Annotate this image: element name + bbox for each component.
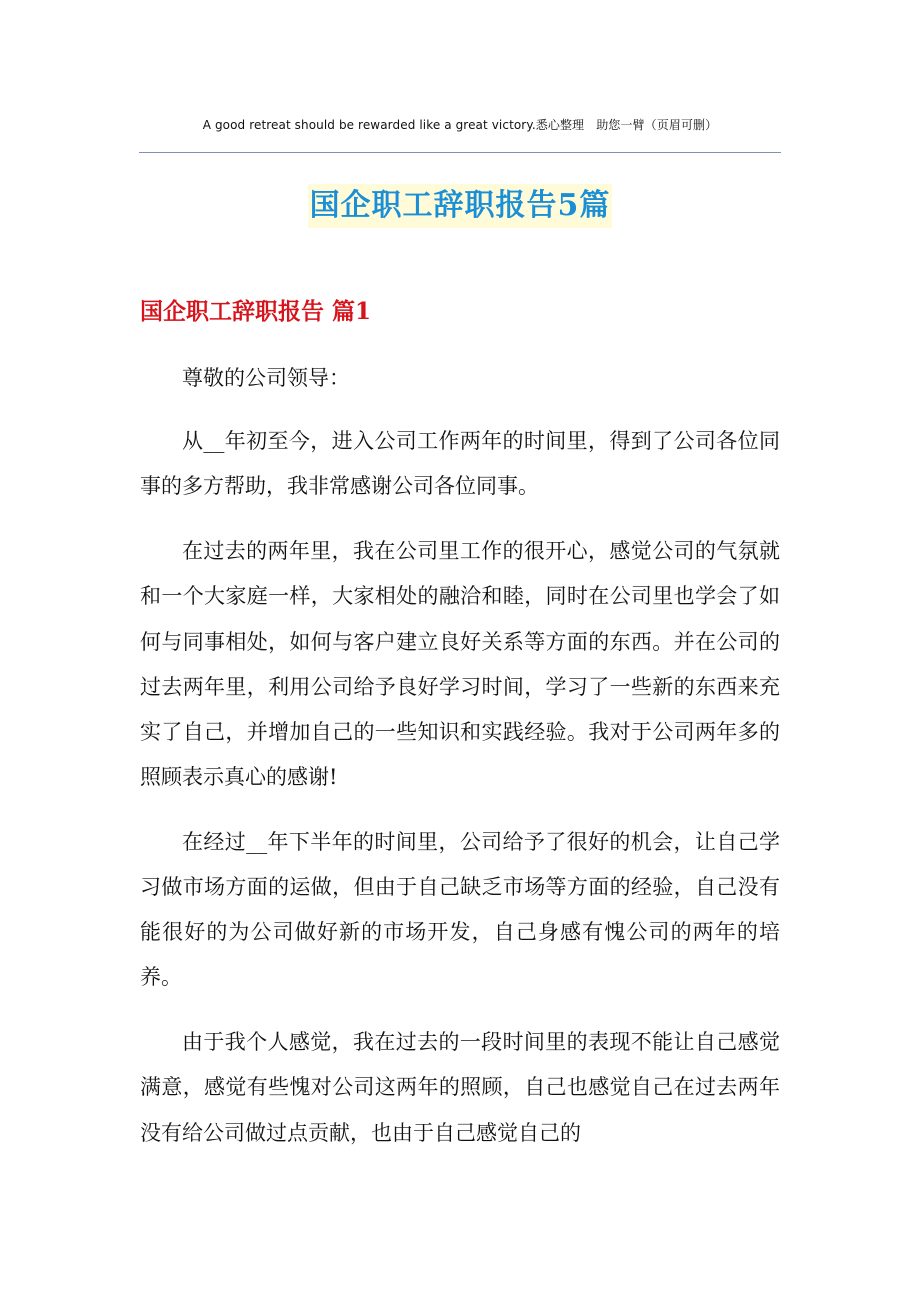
body-paragraph: 从__年初至今，进入公司工作两年的时间里，得到了公司各位同事的多方帮助，我非常感谢公司各位同事。	[140, 429, 780, 499]
body-paragraph: 在经过__年下半年的时间里，公司给予了很好的机会，让自己学习做市场方面的运做，但由于自己缺乏市场等方面的经验，自己没有能很好的为公司做好新的市场开发，自己身感有愧公司的两年的培养。	[140, 829, 780, 990]
header-divider	[139, 152, 781, 153]
salutation: 尊敬的公司领导：	[182, 366, 350, 390]
document-body	[140, 356, 780, 1175]
body-paragraph: 在过去的两年里，我在公司里工作的很开心，感觉公司的气氛就和一个大家庭一样，大家相处的融洽和睦，同时在公司里也学会了如何与同事相处，如何与客户建立良好关系等方面的东西。并在公司的过去两年里，利用公司给予良好学习时间，学习了一些新的东西来充实了自己，并增加自己的一些知识和实践经验。我对于公司两年多的照顾表示真心的感谢!	[140, 539, 780, 790]
body-paragraph: 由于我个人感觉，我在过去的一段时间里的表现不能让自己感觉满意，感觉有些愧对公司这两年的照顾，自己也感觉自己在过去两年没有给公司做过点贡献，也由于自己感觉自己的	[140, 1030, 780, 1145]
page-header-note: A good retreat should be rewarded like a great victory.悉心整理 助您一臂（页眉可删）	[202, 118, 718, 132]
title-container	[0, 184, 920, 228]
document-title: 国企职工辞职报告5篇	[308, 184, 613, 228]
section-heading: 国企职工辞职报告 篇1	[140, 298, 372, 325]
